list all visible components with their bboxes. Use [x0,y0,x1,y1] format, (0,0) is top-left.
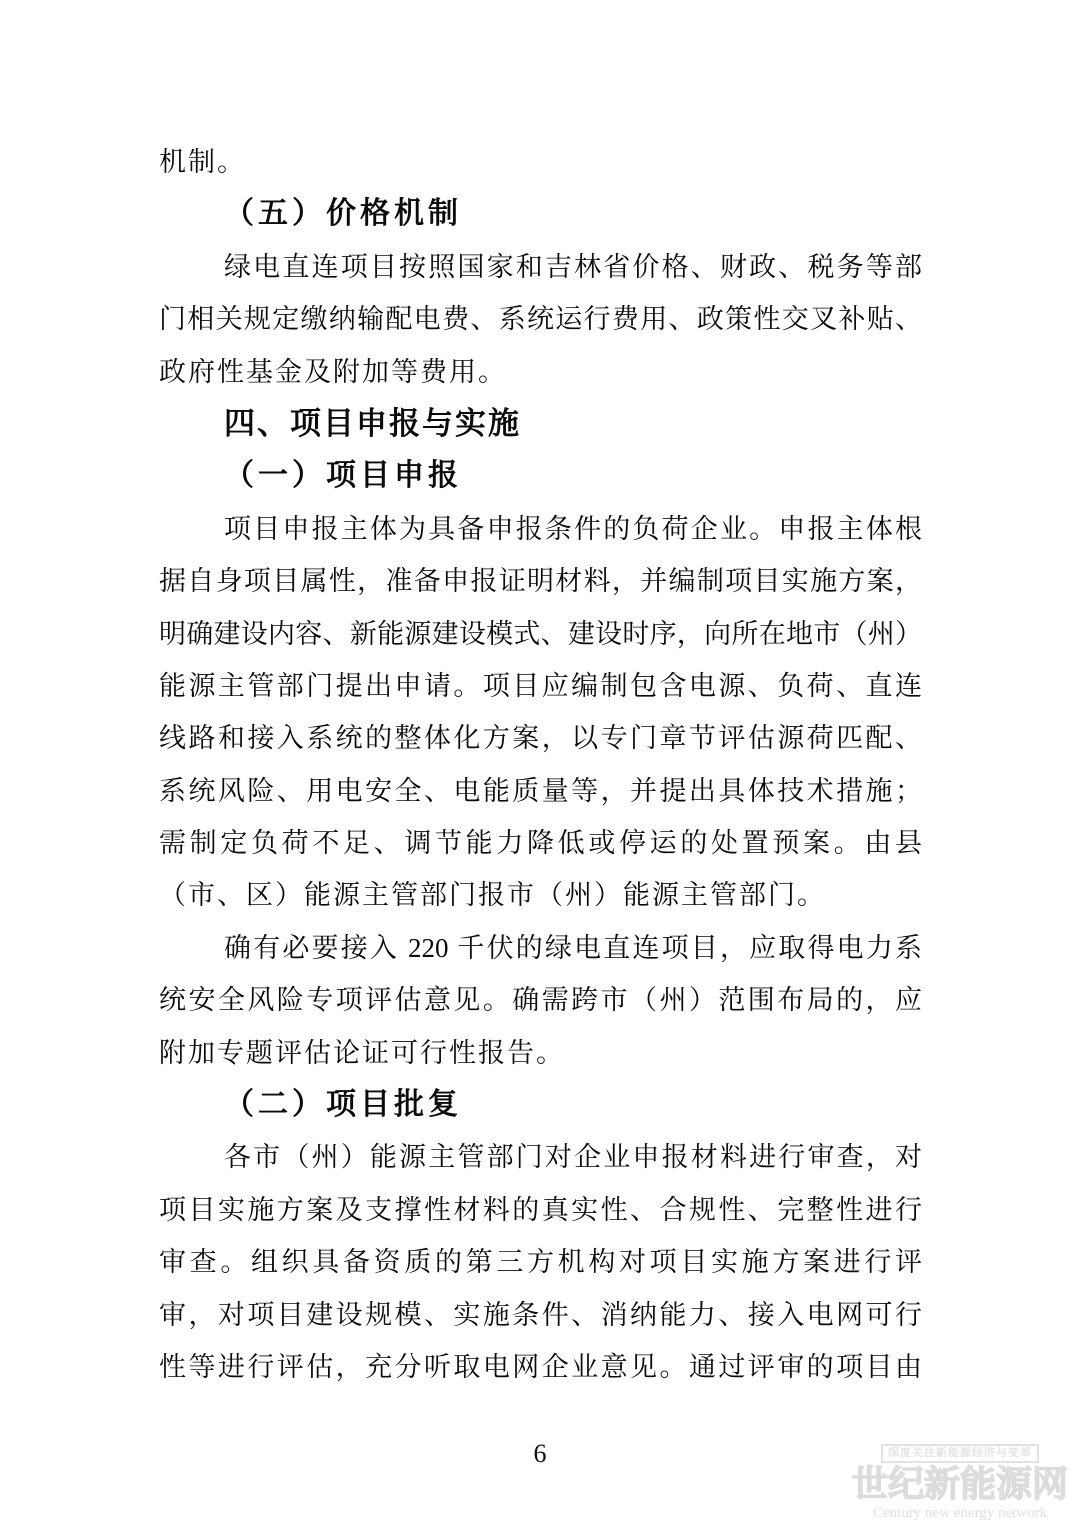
document-text [159,136,922,1393]
text-line: 需制定负荷不足、调节能力降低或停运的处置预案。由县 [159,828,922,859]
watermark [850,1443,1070,1521]
text-line: 绿电直连项目按照国家和吉林省价格、财政、税务等部 [224,251,922,282]
text-line: 明确建设内容、新能源建设模式、建设时序，向所在地市（州） [159,618,922,649]
text-line: 附加专题评估论证可行性报告。 [159,1037,565,1068]
text-line: 项目申报主体为具备申报条件的负荷企业。申报主体根 [224,513,922,544]
watermark-title: 世纪新能源网 [851,1463,1068,1504]
heading-line: （一）项目申报 [224,459,462,493]
text-line: 门相关规定缴纳输配电费、系统运行费用、政策性交叉补贴、 [159,304,922,335]
text-line: 机制。 [159,147,246,177]
heading-line: （二）项目批复 [224,1088,462,1122]
text-line: 据自身项目属性，准备申报证明材料，并编制项目实施方案， [159,566,922,597]
watermark-tagline: 深度关注新能源经济与变革 [881,1444,1039,1463]
heading-line: 四、项目申报与实施 [224,405,521,441]
watermark-subtitle: Century new energy network [872,1505,1048,1521]
text-line: 线路和接入系统的整体化方案，以专门章节评估源荷匹配、 [159,723,922,754]
heading-line: （五）价格机制 [224,197,462,231]
text-line: 性等进行评估，充分听取电网企业意见。通过评审的项目由 [159,1351,922,1382]
text-line: 各市（州）能源主管部门对企业申报材料进行审查，对 [224,1142,922,1173]
text-line: 审，对项目建设规模、实施条件、消纳能力、接入电网可行 [159,1299,922,1330]
text-line: 系统风险、用电安全、电能质量等，并提出具体技术措施； [159,775,922,806]
text-line: 项目实施方案及支撑性材料的真实性、合规性、完整性进行 [159,1194,922,1225]
text-line: 统安全风险专项评估意见。确需跨市（州）范围布局的，应 [159,985,922,1016]
text-line: 审查。组织具备资质的第三方机构对项目实施方案进行评 [159,1247,922,1278]
text-line: （市、区）能源主管部门报市（州）能源主管部门。 [159,880,826,911]
text-line: 确有必要接入 220 千伏的绿电直连项目，应取得电力系 [224,932,922,963]
page-number: 6 [533,1439,547,1468]
text-line: 政府性基金及附加等费用。 [159,356,507,387]
text-line: 能源主管部门提出申请。项目应编制包含电源、负荷、直连 [159,670,922,701]
